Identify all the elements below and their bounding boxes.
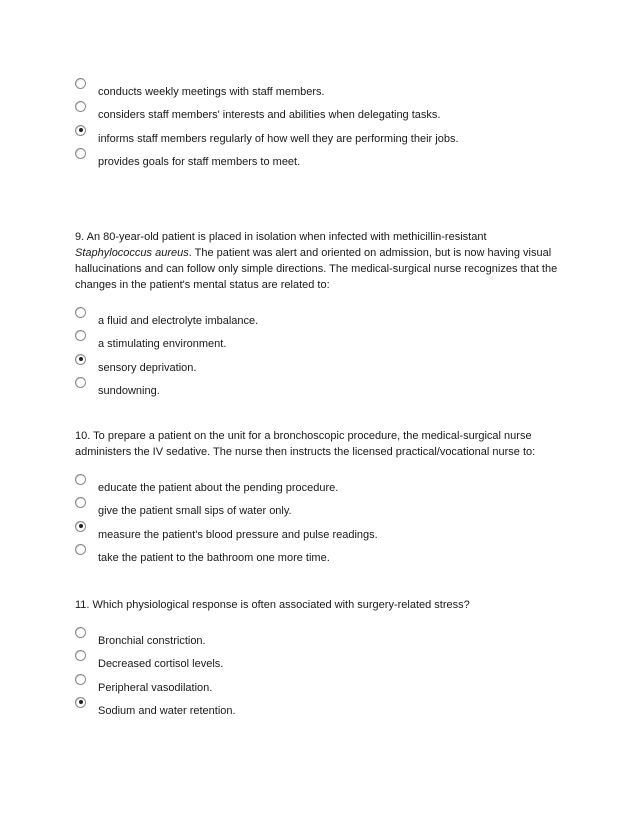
answer-option[interactable]	[75, 497, 575, 520]
question-text-part: 9. An 80-year-old patient is placed in isolation when infected with methicillin-resistant	[75, 231, 487, 243]
option-label: considers staff members' interests and abilities when delegating tasks.	[98, 109, 441, 122]
answer-option[interactable]	[75, 354, 575, 377]
radio-button[interactable]	[75, 307, 86, 318]
answer-option[interactable]	[75, 697, 575, 720]
answer-option[interactable]	[75, 148, 575, 171]
radio-button[interactable]	[75, 330, 86, 341]
question-8-options	[75, 78, 575, 171]
question-text	[75, 229, 565, 293]
option-label: give the patient small sips of water only.	[98, 505, 292, 518]
answer-option[interactable]	[75, 674, 575, 697]
answer-option[interactable]	[75, 307, 575, 330]
answer-option[interactable]	[75, 650, 575, 673]
radio-button[interactable]	[75, 674, 86, 685]
question-11	[75, 597, 575, 720]
radio-button[interactable]	[75, 544, 86, 555]
answer-option[interactable]	[75, 125, 575, 148]
option-label: conducts weekly meetings with staff members.	[98, 86, 325, 98]
option-label: Peripheral vasodilation.	[98, 681, 213, 694]
option-label: provides goals for staff members to meet.	[98, 155, 301, 168]
option-label: take the patient to the bathroom one more time.	[98, 551, 330, 564]
question-text-italic: Staphylococcus	[75, 247, 153, 259]
question-text: 11. Which physiological response is often associated with surgery-related stress?	[75, 599, 470, 611]
option-label: Decreased cortisol levels.	[98, 658, 224, 671]
answer-option[interactable]	[75, 544, 575, 567]
radio-button[interactable]	[75, 497, 86, 508]
radio-button-selected[interactable]	[75, 354, 86, 365]
option-label: a stimulating environment.	[98, 338, 227, 351]
question-text: 10. To prepare a patient on the unit for a bronchoscopic procedure, the medical-surgical nurse administers the IV sedative. The nurse then instructs the licensed practical/vocational nurse to:	[75, 430, 536, 458]
option-label: sensory deprivation.	[98, 361, 197, 374]
answer-option[interactable]	[75, 101, 575, 124]
answer-option[interactable]	[75, 521, 575, 544]
option-label: informs staff members regularly of how well they are performing their jobs.	[98, 132, 459, 145]
radio-button[interactable]	[75, 650, 86, 661]
radio-button[interactable]	[75, 377, 86, 388]
question-text-italic: aureus	[155, 247, 189, 259]
option-label: a fluid and electrolyte imbalance.	[98, 315, 259, 327]
option-label: measure the patient's blood pressure and pulse readings.	[98, 528, 378, 541]
radio-button[interactable]	[75, 627, 86, 638]
option-label: Sodium and water retention.	[98, 704, 236, 717]
answer-option[interactable]	[75, 78, 575, 101]
radio-button-selected[interactable]	[75, 521, 86, 532]
radio-button[interactable]	[75, 78, 86, 89]
answer-option[interactable]	[75, 474, 575, 497]
answer-option[interactable]	[75, 627, 575, 650]
radio-button-selected[interactable]	[75, 125, 86, 136]
radio-button-selected[interactable]	[75, 697, 86, 708]
question-text-part: . The patient was alert and oriented on admission, but is now having visual hallucinations and can follow only simple directions. The medical-surgical nurse recognizes that the changes in the patient's mental status are related to:	[75, 247, 558, 291]
radio-button[interactable]	[75, 474, 86, 485]
option-label: educate the patient about the pending procedure.	[98, 482, 339, 494]
answer-option[interactable]	[75, 330, 575, 353]
answer-option[interactable]	[75, 377, 575, 400]
question-10	[75, 428, 575, 567]
option-label: sundowning.	[98, 384, 160, 397]
question-9	[75, 229, 575, 400]
radio-button[interactable]	[75, 148, 86, 159]
radio-button[interactable]	[75, 101, 86, 112]
option-label: Bronchial constriction.	[98, 635, 206, 647]
